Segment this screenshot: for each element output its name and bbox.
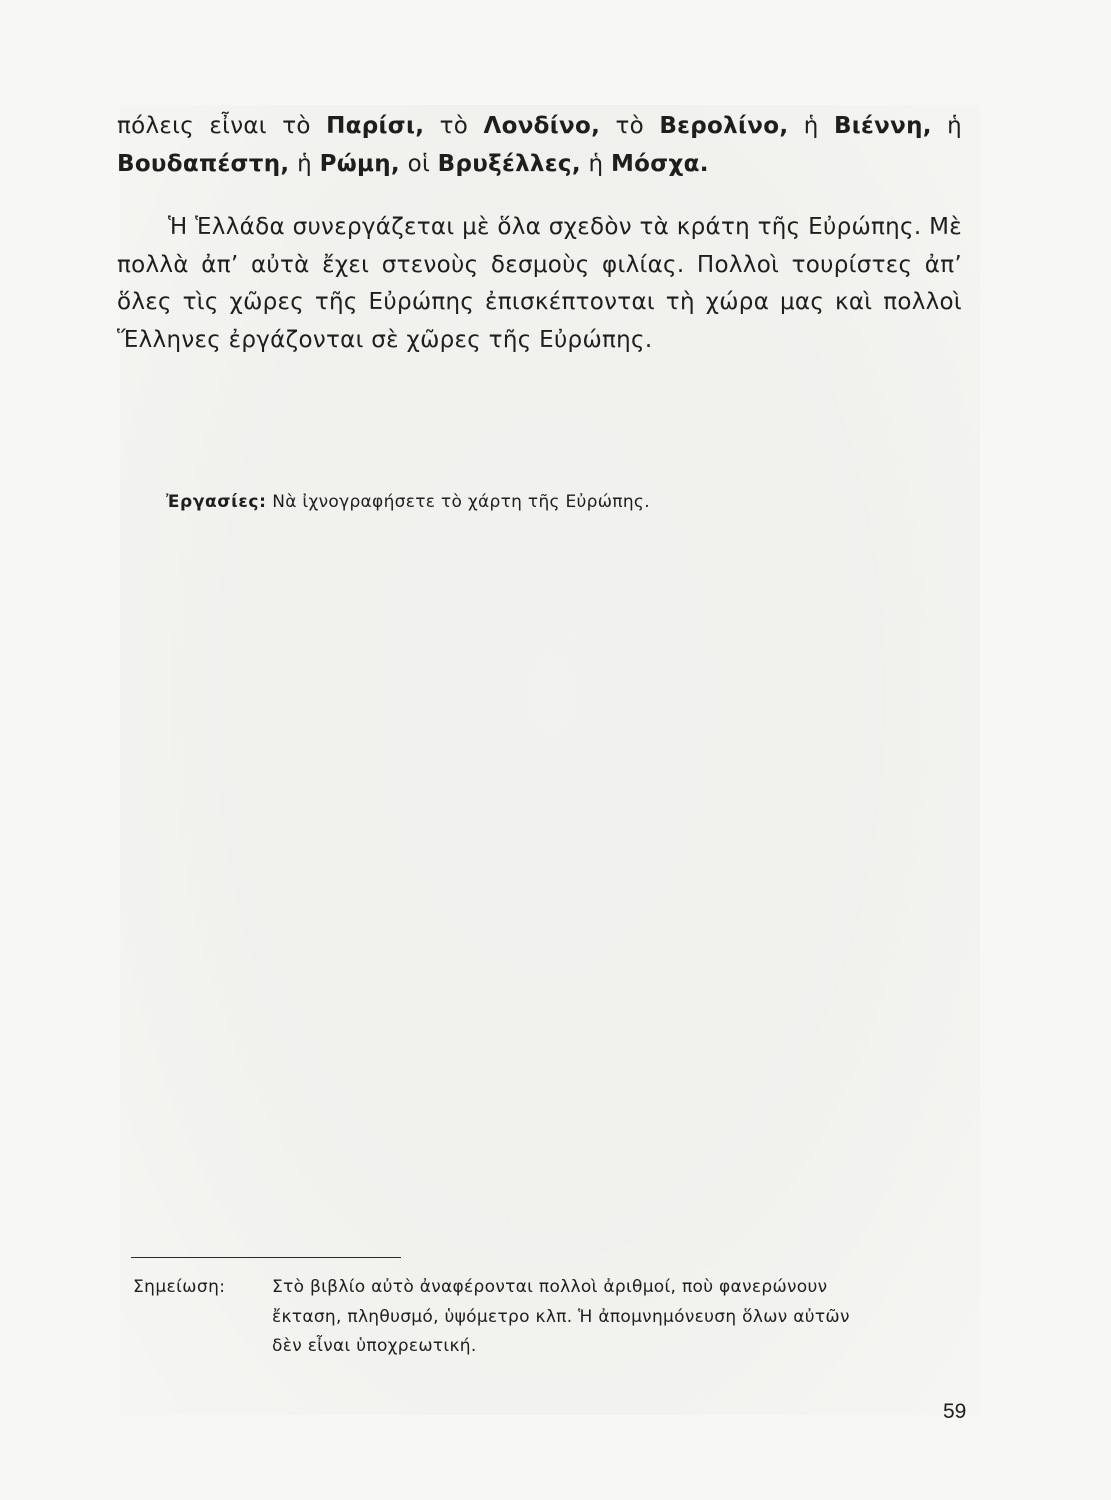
city-moscow: Μόσχα.: [610, 150, 709, 177]
city-berlin: Βερολίνο,: [659, 113, 789, 139]
note-line-2: ἔκταση, πληθυσμό, ὑψόμετρο κλπ. Ἡ ἀπομνημόνευση ὅλων αὐτῶν: [272, 1306, 850, 1327]
city-brussels: Βρυξέλλες,: [437, 150, 581, 177]
city-london: Λονδίνο,: [483, 113, 601, 139]
tasks-label: Ἐργασίες:: [166, 492, 267, 512]
tasks-text: Νὰ ἰχνογραφήσετε τὸ χάρτη τῆς Εὐρώπης.: [266, 492, 650, 512]
paragraph-capital-cities: πόλεις εἶναι τὸ Παρίσι, τὸ Λονδίνο, τὸ Βερολίνο, ἡ Βιέννη, ἡ Βουδαπέστη, ἡ Ρώμη, οἱ Βρυξέλλες, ἡ Μόσχα.: [117, 113, 962, 177]
city-vienna: Βιέννη,: [833, 113, 932, 139]
page-number: 59: [943, 1400, 967, 1423]
note-line-3: δὲν εἶναι ὑποχρεωτική.: [272, 1336, 477, 1356]
note-line-1: Στὸ βιβλίο αὐτὸ ἀναφέρονται πολλοὶ ἀριθμοί, ποὺ φανερώνουν: [272, 1277, 828, 1297]
city-paris: Παρίσι,: [326, 113, 425, 139]
city-rome: Ρώμη,: [319, 150, 400, 177]
paragraph-greece-europe: Ἡ Ἑλλάδα συνεργάζεται μὲ ὅλα σχεδὸν τὰ κράτη τῆς Εὐρώπης. Μὲ πολλὰ ἀπ’ αὐτὰ ἔχει στενοὺς δεσμοὺς φιλίας. Πολλοὶ τουρίστες ἀπ’ ὅλες τὶς χῶρες τῆς Εὐρώπης ἐπισκέπτονται τὴ χώρα μας καὶ πολλοὶ Ἕλληνες ἐργάζονται σὲ χῶρες τῆς Εὐρώπης.: [117, 214, 962, 353]
city-budapest: Βουδαπέστη,: [117, 150, 290, 177]
note-label: Σημείωση:: [133, 1277, 226, 1297]
footnote-divider: [131, 1257, 401, 1258]
tasks-line: [166, 490, 650, 514]
note-text: [272, 1273, 972, 1362]
